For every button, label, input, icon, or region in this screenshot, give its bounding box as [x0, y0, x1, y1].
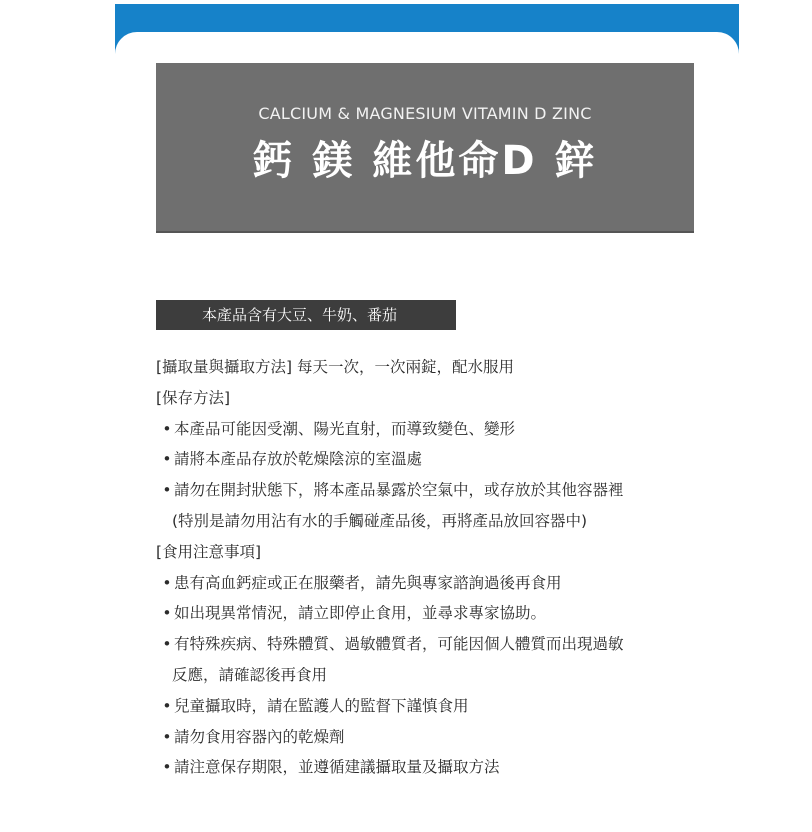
dosage-label: [攝取量與攝取方法]	[156, 358, 293, 376]
product-banner	[156, 63, 694, 233]
precaution-item-continuation: 反應，請確認後再食用	[172, 665, 328, 684]
allergen-notice: 本產品含有大豆、牛奶、番茄	[156, 300, 456, 330]
precaution-item: • 兒童攝取時，請在監護人的監督下謹慎食用	[156, 691, 716, 722]
storage-item: • 請將本產品存放於乾燥陰涼的室溫處	[156, 444, 716, 475]
banner-title: 鈣 鎂 維他命D 鋅	[252, 138, 598, 184]
bullet-icon: •	[162, 573, 172, 592]
precautions-label: [食用注意事項]	[156, 542, 262, 561]
precaution-item: • 請注意保存期限，並遵循建議攝取量及攝取方法	[156, 752, 716, 783]
bullet-icon: •	[162, 481, 172, 500]
product-info	[156, 352, 716, 783]
bullet-icon: •	[162, 758, 172, 777]
bullet-icon: •	[162, 604, 172, 623]
precaution-item: • 如出現異常情況，請立即停止食用，並尋求專家協助。	[156, 598, 716, 629]
precaution-item: • 患有高血鈣症或正在服藥者，請先與專家諮詢過後再食用	[156, 568, 716, 599]
precaution-item: • 請勿食用容器內的乾燥劑	[156, 722, 716, 753]
precaution-item: • 有特殊疾病、特殊體質、過敏體質者，可能因個人體質而出現過敏	[156, 629, 716, 660]
dosage-text: 每天一次，一次兩錠，配水服用	[297, 358, 515, 376]
storage-item-continuation: (特別是請勿用沾有水的手觸碰產品後，再將產品放回容器中)	[172, 511, 588, 530]
bullet-icon: •	[162, 696, 172, 715]
bullet-icon: •	[162, 419, 172, 438]
bullet-icon: •	[162, 727, 172, 746]
storage-item: • 請勿在開封狀態下，將本產品暴露於空氣中，或存放於其他容器裡	[156, 475, 716, 506]
banner-subtitle: CALCIUM & MAGNESIUM VITAMIN D ZINC	[258, 104, 592, 123]
storage-item: • 本產品可能因受潮、陽光直射，而導致變色、變形	[156, 414, 716, 445]
storage-label: [保存方法]	[156, 388, 231, 407]
dosage-line	[156, 352, 716, 383]
bullet-icon: •	[162, 635, 172, 654]
bullet-icon: •	[162, 450, 172, 469]
